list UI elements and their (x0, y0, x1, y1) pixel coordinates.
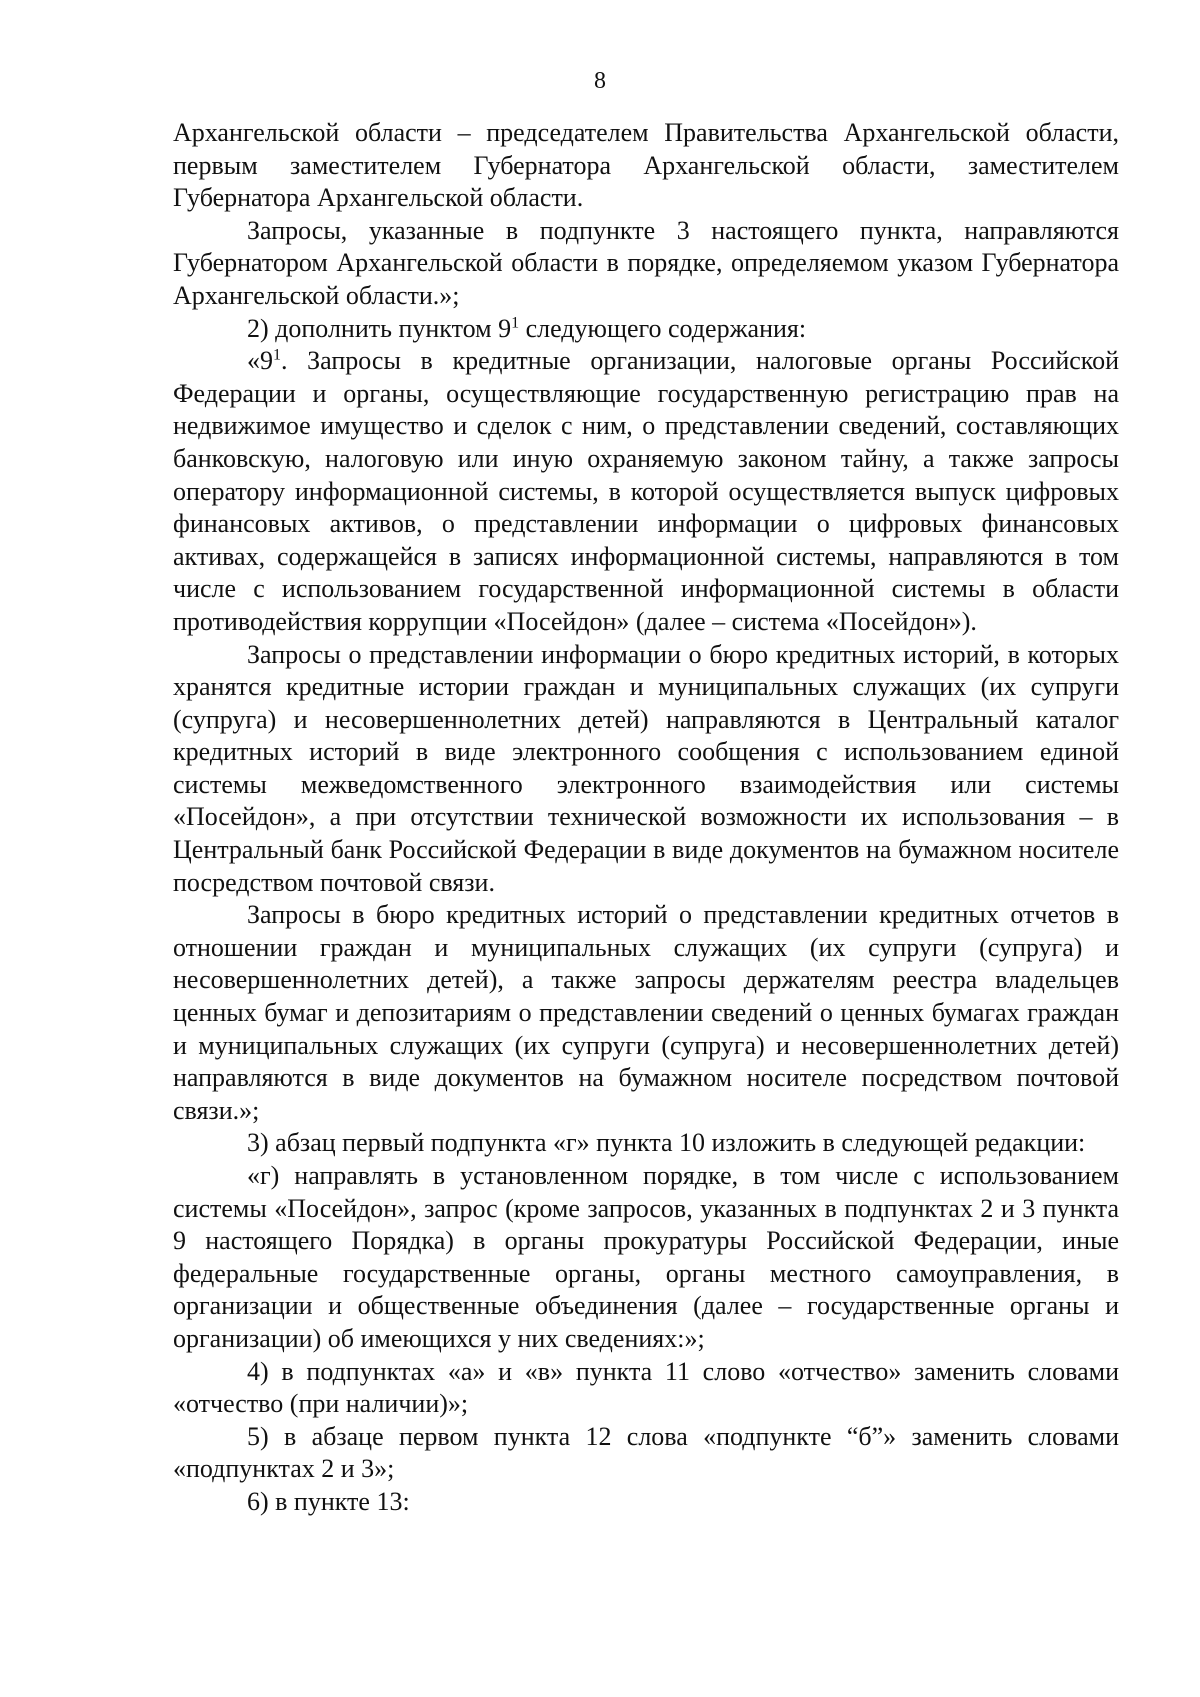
paragraph-clause-9-1 (173, 345, 1119, 638)
paragraph-amendment-4: 4) в подпунктах «а» и «в» пункта 11 слово «отчество» заменить словами «отчество (при наличии)»; (173, 1356, 1119, 1419)
superscript: 1 (511, 313, 520, 331)
paragraph-requests-governor: Запросы, указанные в подпункте 3 настоящего пункта, направляются Губернатором Архангельской области в порядке, определяемом указом Губернатора Архангельской области.»; (173, 215, 1119, 310)
paragraph-credit-bureau-requests: Запросы о представлении информации о бюро кредитных историй, в которых хранятся кредитные истории граждан и муниципальных служащих (их супруги (супруга) и несовершеннолетних детей) направляются в Центральный каталог кредитных историй в виде электронного сообщения с использованием единой системы межведомственного электронного взаимодействия или системы «Посейдон», а при отсутствии технической возможности их использования – в Центральный банк Российской Федерации в виде документов на бумажном носителе посредством почтовой связи. (173, 639, 1119, 897)
paragraph-continuation: Архангельской области – председателем Правительства Архангельской области, первым заместителем Губернатора Архангельской области, заместителем Губернатора Архангельской области. (173, 118, 1119, 213)
clause-9-1-number: «9 (247, 346, 273, 376)
clause-9-1-text: . Запросы в кредитные организации, налоговые органы Российской Федерации и органы, осуществляющие государственную регистрацию прав на недвижимое имущество и сделок с ним, о представлении сведений, составляющих банковскую, налоговую или иную охраняемую законом тайну, а также запросы оператору информационной системы, в которой осуществляется выпуск цифровых финансовых активов, о представлении информации о цифровых финансовых активах, содержащейся в записях информационной системы, направляются в том числе с использованием государственной информационной системы в области противодействия коррупции «Посейдон» (далее – система «Посейдон»). (173, 346, 1119, 636)
paragraph-amendment-3: 3) абзац первый подпункта «г» пункта 10 изложить в следующей редакции: (247, 1128, 1086, 1158)
paragraph-subclause-g: «г) направлять в установленном порядке, в том числе с использованием системы «Посейдон», запрос (кроме запросов, указанных в подпунктах 2 и 3 пункта 9 настоящего Порядка) в органы прокуратуры Российской Федерации, иные федеральные государственные органы, органы местного самоуправления, в организации и общественные объединения (далее – государственные органы и организации) об имеющихся у них сведениях:»; (173, 1161, 1119, 1353)
paragraph-credit-reports-requests: Запросы в бюро кредитных историй о представлении кредитных отчетов в отношении граждан и муниципальных служащих (их супруги (супруга) и несовершеннолетних детей), а также запросы держателям реестра владельцев ценных бумаг и депозитариям о представлении сведений о ценных бумагах граждан и муниципальных служащих (их супруги (супруга) и несовершеннолетних детей) направляются в виде документов на бумажном носителе посредством почтовой связи.»; (173, 900, 1119, 1125)
paragraph-amendment-6: 6) в пункте 13: (247, 1486, 410, 1516)
paragraph-amendment-2 (173, 313, 1119, 346)
document-body (173, 117, 1119, 1519)
page-number: 8 (594, 68, 606, 94)
amendment-2-text-end: следующего содержания: (519, 313, 807, 343)
amendment-2-text-start: 2) дополнить пунктом 9 (247, 313, 512, 343)
paragraph-amendment-5: 5) в абзаце первом пункта 12 слова «подпункте “б”» заменить словами «подпунктах 2 и 3»; (173, 1421, 1119, 1484)
superscript: 1 (273, 346, 281, 364)
